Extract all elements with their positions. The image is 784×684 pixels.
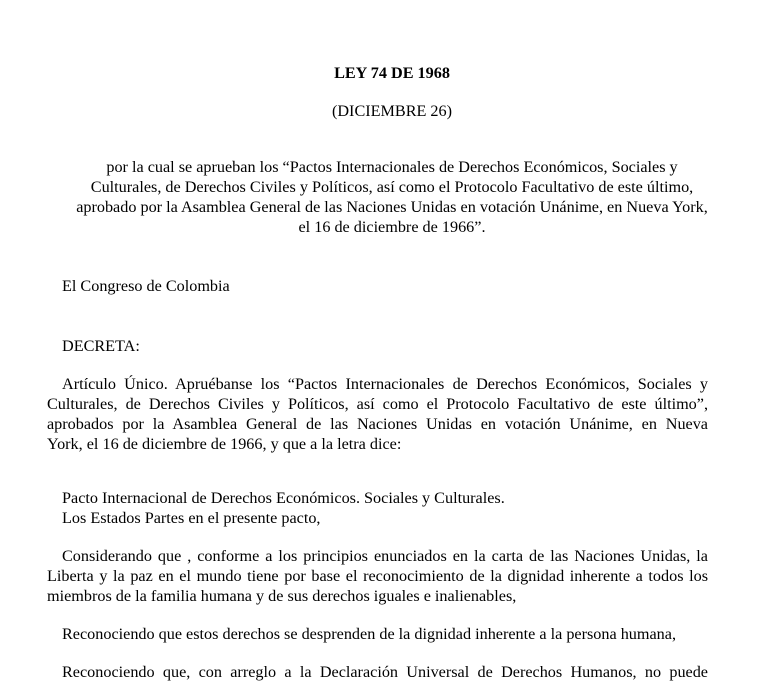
paragraph-line: aprobados por la Asamblea General de las Naciones Unidas en votación Unánime, en Nueva	[47, 415, 708, 433]
paragraph-line: Considerando que , conforme a los principios enunciados en la carta de las Naciones Unidas, la	[62, 547, 708, 565]
law-subtitle	[40, 157, 744, 237]
estados-partes-line: Los Estados Partes en el presente pacto,	[62, 509, 321, 527]
reconociendo-paragraph-1: Reconociendo que estos derechos se desprenden de la dignidad inherente a la persona humana,	[62, 625, 677, 643]
subtitle-line: Culturales, de Derechos Civiles y Políticos, así como el Protocolo Facultativo de este último,	[90, 178, 694, 196]
considerando-paragraph	[47, 546, 708, 606]
paragraph-line: Liberta y la paz en el mundo tiene por base el reconocimiento de la dignidad inherente a todos los	[47, 567, 708, 585]
subtitle-line: el 16 de diciembre de 1966”.	[298, 218, 486, 236]
law-title: LEY 74 DE 1968	[334, 64, 450, 82]
subtitle-line: aprobado por la Asamblea General de las Naciones Unidas en votación Unánime, en Nueva York,	[76, 198, 708, 216]
pacto-title: Pacto Internacional de Derechos Económicos. Sociales y Culturales.	[62, 489, 505, 507]
congress-heading: El Congreso de Colombia	[62, 277, 230, 295]
decreta-heading: DECRETA:	[62, 337, 140, 355]
law-date: (DICIEMBRE 26)	[331, 102, 453, 120]
subtitle-line: por la cual se aprueban los “Pactos Internacionales de Derechos Económicos, Sociales y	[106, 158, 678, 176]
paragraph-line: Reconociendo que, con arreglo a la Declaración Universal de Derechos Humanos, no puede	[62, 663, 708, 681]
paragraph-line: York, el 16 de diciembre de 1966, y que a la letra dice:	[47, 435, 402, 453]
articulo-unico-paragraph	[47, 374, 708, 454]
paragraph-line: miembros de la familia humana y de sus derechos iguales e inalienables,	[47, 587, 517, 605]
paragraph-line: Culturales, de Derechos Civiles y Políticos, así como el Protocolo Facultativo de este último”,	[47, 395, 708, 413]
paragraph-line: Artículo Único. Apruébanse los “Pactos Internacionales de Derechos Económicos, Sociales y	[62, 375, 708, 393]
reconociendo-paragraph-2	[47, 662, 708, 682]
